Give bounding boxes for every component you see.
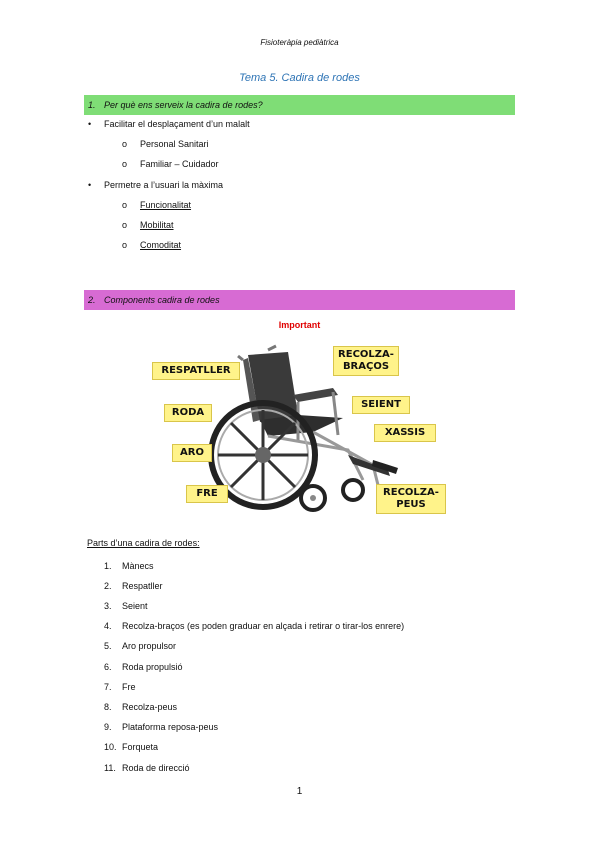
section-1-number: 1. [88,100,96,110]
label-recolza-bracos [333,346,399,376]
list-item [104,581,163,591]
list-item-text: Aro propulsor [122,641,177,651]
sub-bullet-text: Familiar – Cuidador [140,159,219,169]
section-1-title: Per què ens serveix la cadira de rodes? [104,100,263,110]
list-item [104,722,218,732]
list-item-number: 8. [104,702,112,712]
sub-bullet-icon: o [122,159,128,169]
list-item [104,601,148,611]
bullet-text: Permetre a l’usuari la màxima [104,180,224,190]
list-item-text: Seient [122,601,148,611]
list-item [104,763,190,773]
list-item-number: 9. [104,722,112,732]
label-recolza-peus-line1: RECOLZA- [383,487,439,498]
list-item-text: Recolza-braços (es poden graduar en alçada i retirar o tirar-los enrere) [122,621,405,631]
page-header: Fisioteràpia pediàtrica [260,38,339,47]
section-2-title: Components cadira de rodes [104,295,220,305]
list-item-text: Roda de direcció [122,763,190,773]
list-item-number: 7. [104,682,112,692]
sub-bullet-text: Funcionalitat [140,200,192,210]
list-item-text: Plataforma reposa-peus [122,722,219,732]
list-item [104,641,176,651]
list-item [104,742,158,752]
important-label: Important [278,320,321,330]
sub-bullet-text: Mobilitat [140,220,174,230]
sub-bullet-text: Personal Sanitari [140,139,209,149]
list-item-number: 6. [104,662,112,672]
list-item-number: 4. [104,621,112,631]
label-recolza-bracos-line1: RECOLZA- [338,349,394,360]
sub-bullet-icon: o [122,200,128,210]
list-item [104,662,183,672]
page-title: Tema 5. Cadira de rodes [239,72,360,84]
page-number: 1 [296,786,303,797]
list-item-number: 1. [104,561,112,571]
bullet-icon: • [88,180,92,190]
label-seient: SEIENT [352,396,410,414]
list-item-text: Recolza-peus [122,702,178,712]
wheelchair-diagram [148,340,448,530]
list-item [104,682,136,692]
sub-bullet-icon: o [122,139,128,149]
sub-bullet-icon: o [122,220,128,230]
bullet-icon: • [88,119,92,129]
label-recolza-bracos-line2: BRAÇOS [342,361,390,372]
list-item-number: 11. [104,763,116,773]
label-aro: ARO [172,444,212,462]
section-2-heading [84,290,515,310]
label-recolza-peus [376,484,446,514]
list-item-text: Fre [122,682,136,692]
label-fre: FRE [186,485,228,503]
sub-bullet-text: Comoditat [140,240,182,250]
bullet-text: Facilitar el desplaçament d’un malalt [104,119,250,129]
label-recolza-peus-line2: PEUS [396,499,426,510]
list-item-number: 10. [104,742,117,752]
list-item [104,621,404,631]
parts-list-title: Parts d’una cadira de rodes: [87,538,200,548]
list-item-text: Roda propulsió [122,662,183,672]
list-item-number: 2. [104,581,112,591]
list-item [104,561,154,571]
label-roda: RODA [164,404,212,422]
list-item-number: 3. [104,601,112,611]
section-2-number: 2. [88,295,96,305]
list-item-number: 5. [104,641,112,651]
list-item [104,702,177,712]
list-item-text: Mànecs [122,561,154,571]
list-item-text: Respatller [122,581,163,591]
section-1-heading [84,95,515,115]
list-item-text: Forqueta [122,742,159,752]
label-respatller: RESPATLLER [152,362,240,380]
label-xassis: XASSIS [374,424,436,442]
sub-bullet-icon: o [122,240,128,250]
